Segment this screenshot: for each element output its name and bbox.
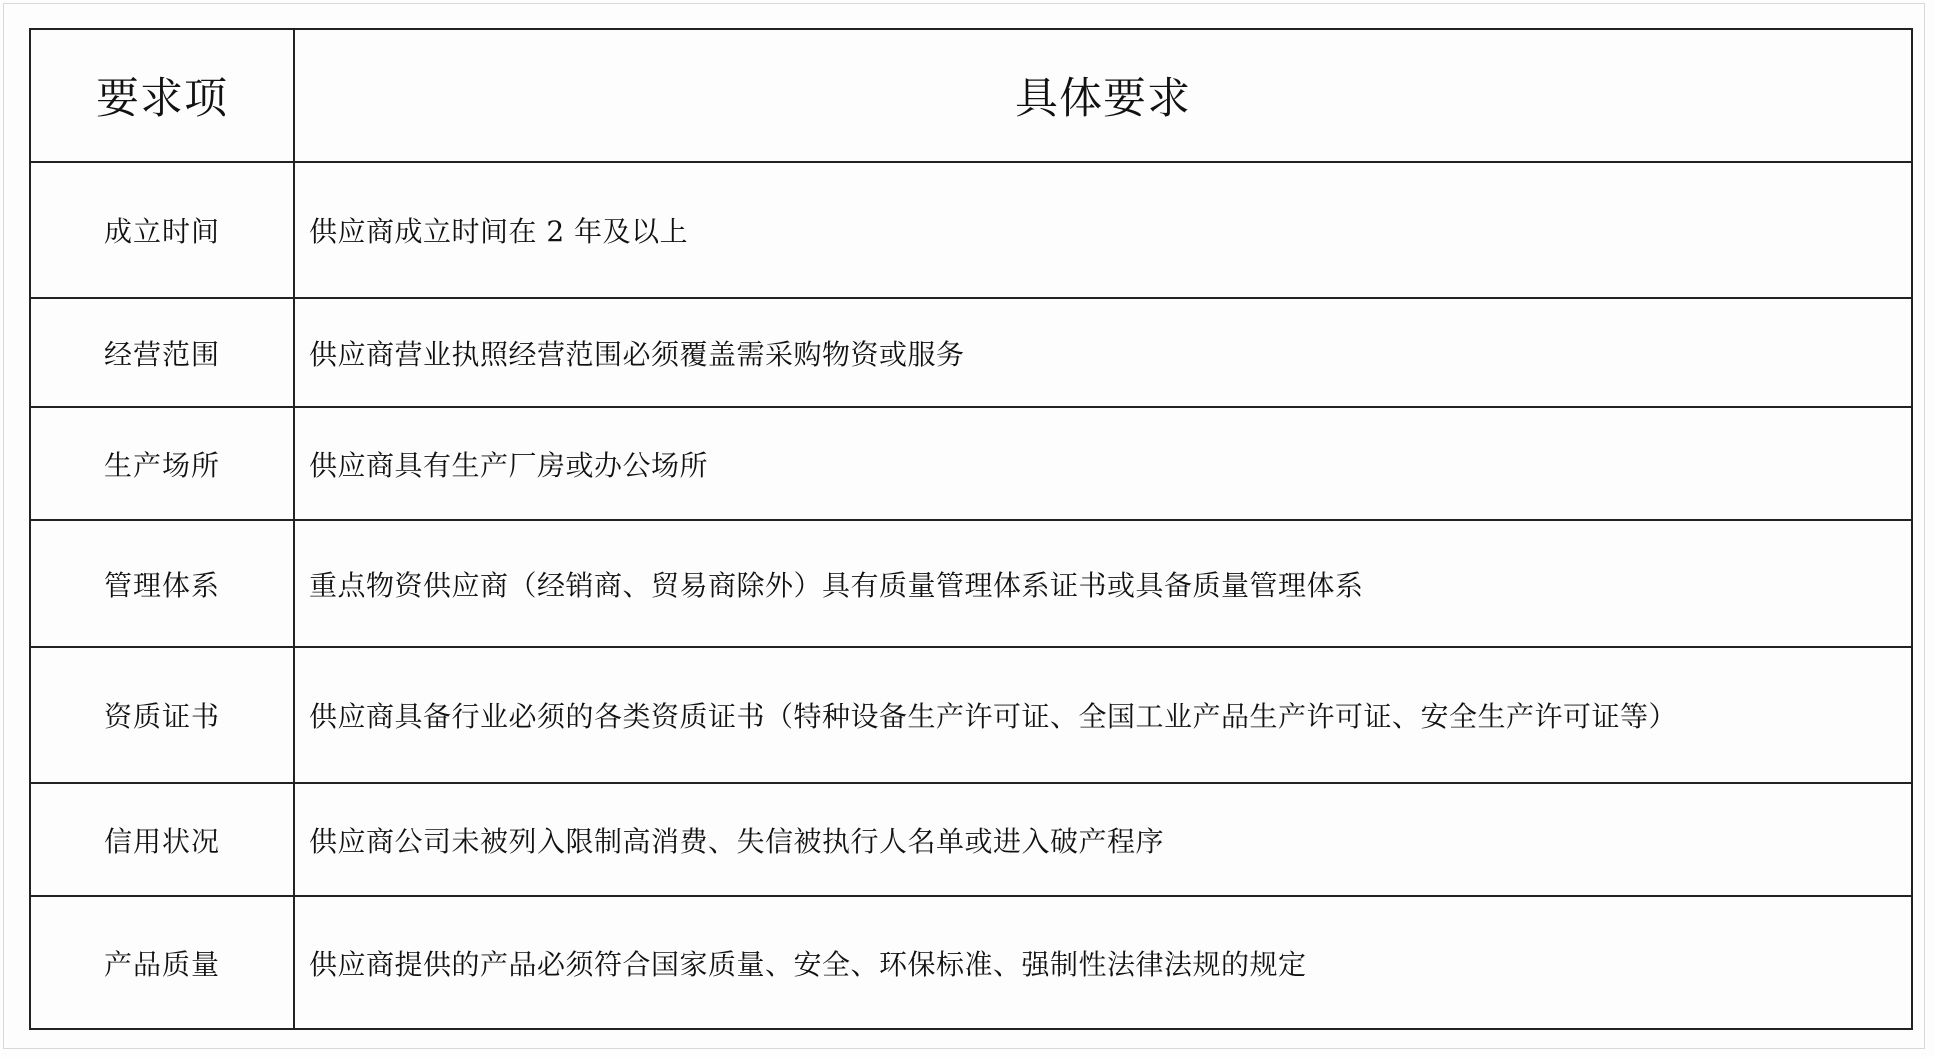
row-item-cell: 管理体系 (30, 520, 294, 647)
row-item-cell: 资质证书 (30, 647, 294, 783)
header-requirement-item: 要求项 (30, 29, 294, 162)
row-detail-cell: 供应商公司未被列入限制高消费、失信被执行人名单或进入破产程序 (294, 783, 1912, 896)
row-item-cell: 生产场所 (30, 407, 294, 520)
table-header-row (30, 29, 1912, 162)
table-row (30, 162, 1912, 298)
table-row (30, 407, 1912, 520)
requirements-table (29, 28, 1913, 1030)
row-detail-cell: 供应商具有生产厂房或办公场所 (294, 407, 1912, 520)
table-row (30, 298, 1912, 407)
row-item-cell: 经营范围 (30, 298, 294, 407)
row-detail-cell: 供应商提供的产品必须符合国家质量、安全、环保标准、强制性法律法规的规定 (294, 896, 1912, 1029)
table-row (30, 647, 1912, 783)
table-row (30, 520, 1912, 647)
row-detail-cell: 重点物资供应商（经销商、贸易商除外）具有质量管理体系证书或具备质量管理体系 (294, 520, 1912, 647)
header-specific-requirement: 具体要求 (294, 29, 1912, 162)
table-row (30, 896, 1912, 1029)
row-detail-cell: 供应商具备行业必须的各类资质证书（特种设备生产许可证、全国工业产品生产许可证、安全生产许可证等） (294, 647, 1912, 783)
table-row (30, 783, 1912, 896)
row-item-cell: 信用状况 (30, 783, 294, 896)
row-detail-cell: 供应商营业执照经营范围必须覆盖需采购物资或服务 (294, 298, 1912, 407)
row-detail-cell: 供应商成立时间在 2 年及以上 (294, 162, 1912, 298)
row-item-cell: 成立时间 (30, 162, 294, 298)
row-item-cell: 产品质量 (30, 896, 294, 1029)
